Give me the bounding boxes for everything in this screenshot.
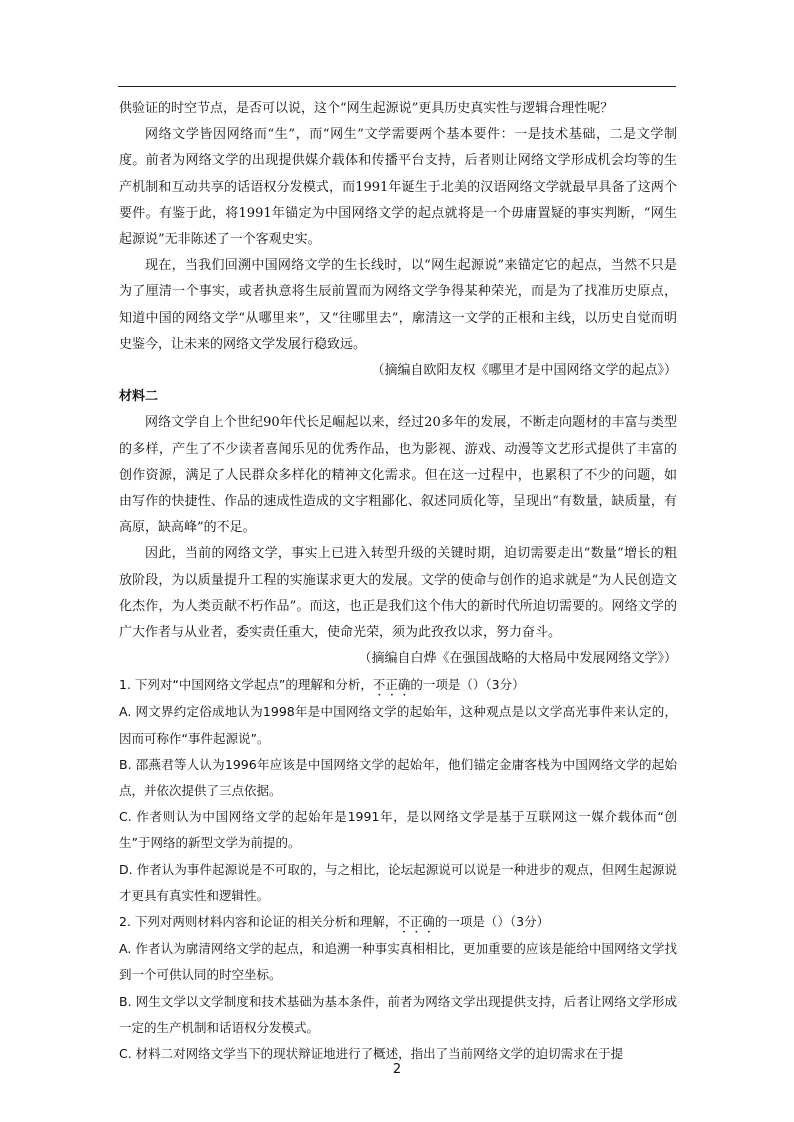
question-1-stem-after: 的一项是（）（3分） <box>410 677 525 693</box>
question-2-option-c: C. 材料二对网络文学当下的现状辩证地进行了概述，指出了当前网络文学的迫切需求在于提 <box>119 1045 624 1061</box>
material2-paragraph-2: 因此，当前的网络文学，事实上已进入转型升级的关键时期，迫切需要走出“数量”增长的粗放阶段，为以质量提升工程的实施谋求更大的发展。文学的使命与创作的追求就是“为人民创造文化杰作，为人类贡献不朽作品”。而这，也正是我们这个伟大的新时代所迫切需要的。网络文学的广大作者与从业者，委实责任重大，使命光荣，须为此孜孜以求，努力奋斗。 <box>119 546 677 641</box>
question-1-stem <box>119 672 677 699</box>
question-1-option-b: B. 邵燕君等人认为1996年应该是中国网络文学的起始年，他们锚定金庸客栈为中国网络文学的起始点，并依次提供了三点依据。 <box>119 756 677 799</box>
question-1-option-c: C. 作者则认为中国网络文学的起始年是1991年，是以网络文学是基于互联网这一媒介载体而“创生”于网络的新型文学为前提的。 <box>119 809 677 851</box>
question-1-stem-emphasis: 不正确 <box>372 677 411 693</box>
material1-paragraph-0: 供验证的时空节点，是否可以说，这个“网生起源说”更具历史真实性与逻辑合理性呢？ <box>119 101 614 116</box>
material1-paragraph-1: 网络文学皆因网络而“生”，而“网生”文学需要两个基本要件：一是技术基础，二是文学制度。前者为网络文学的出现提供媒介载体和传播平台支持，后者则让网络文学形成机会均等的生产机制和互动共享的话语权分发模式，而1991年诞生于北美的汉语网络文学就最早具备了这两个要件。有鉴于此，将1991年锚定为中国网络文学的起点就将是一个毋庸置疑的事实判断，“网生起源说”无非陈述了一个客观史实。 <box>119 127 677 248</box>
material2-heading: 材料二 <box>119 389 159 405</box>
question-1-option-d: D. 作者认为事件起源说是不可取的，与之相比，论坛起源说可以说是一种进步的观点，但网生起源说才更具有真实性和逻辑性。 <box>119 861 677 903</box>
question-2-stem-before: 2. 下列对两则材料内容和论证的相关分析和理解， <box>119 914 398 930</box>
material2-source: （摘编自白烨《在强国战略的大格局中发展网络文学》） <box>358 651 677 667</box>
question-1-stem-before: 1. 下列对“中国网络文学起点”的理解和分析， <box>119 677 373 693</box>
question-2-option-b: B. 网生文学以文学制度和技术基础为基本条件，前者为网络文学出现提供支持，后者让网络文学形成一定的生产机制和话语权分发模式。 <box>119 993 677 1035</box>
material2-paragraph-1: 网络文学自上个世纪90年代长足崛起以来，经过20多年的发展，不断走向题材的丰富与类型的多样，产生了不少读者喜闻乐见的优秀作品，也为影视、游戏、动漫等文艺形式提供了丰富的创作资源，满足了人民群众多样化的精神文化需求。但在这一过程中，也累积了不少的问题，如由写作的快捷性、作品的速成性造成的文字粗鄙化、叙述同质化等，呈现出“有数量，缺质量，有高原，缺高峰”的不足。 <box>119 415 677 536</box>
question-2-stem-emphasis: 不正确 <box>397 914 435 930</box>
header-rule <box>118 86 676 87</box>
page-body <box>119 96 677 1067</box>
question-1-option-a: A. 网文界约定俗成地认为1998年是中国网络文学的起始年，这种观点是以文学高光事件来认定的，因而可称作“事件起源说”。 <box>119 704 677 746</box>
question-2-option-a: A. 作者认为廓清网络文学的起点，和追溯一种事实真相相比，更加重要的应该是能给中国网络文学找到一个可供认同的时空坐标。 <box>119 941 677 983</box>
question-2-stem <box>119 909 677 936</box>
material1-source: （摘编自欧阳友权《哪里才是中国网络文学的起点》） <box>371 363 677 379</box>
question-2-stem-after: 的一项是（）（3分） <box>434 914 550 930</box>
page-number: 2 <box>392 1062 402 1077</box>
material1-paragraph-2: 现在，当我们回溯中国网络文学的生长线时，以“网生起源说”来锚定它的起点，当然不只是为了厘清一个事实，或者执意将生辰前置而为网络文学争得某种荣光，而是为了找准历史原点，知道中国的网络文学“从哪里来”，又“往哪里去”，廓清这一文学的正根和主线，以历史自觉而明史鉴今，让未来的网络文学发展行稳致远。 <box>119 258 677 352</box>
